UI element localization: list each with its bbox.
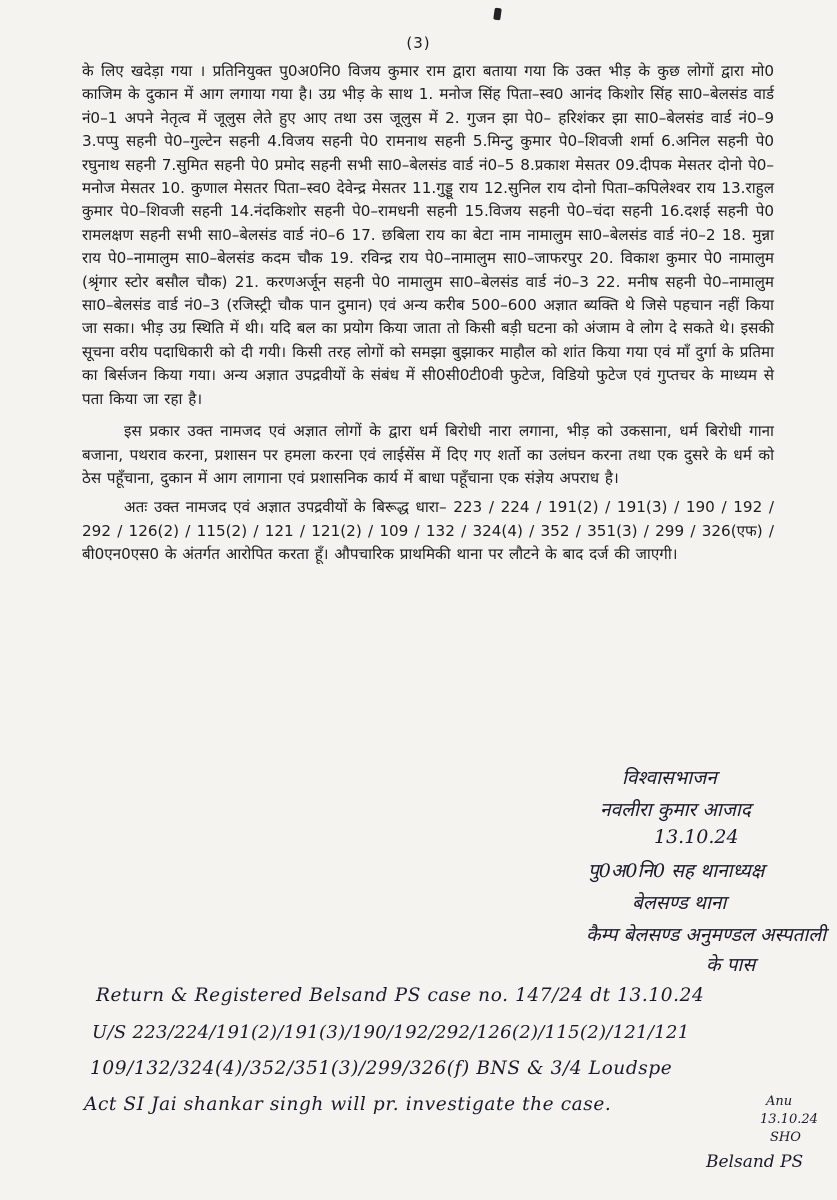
paragraph-incident: के लिए खदेड़ा गया । प्रतिनियुक्त पु0अ0नि0 विजय कुमार राम द्वारा बताया गया कि उक्त भीड़ के कुछ लोगों द्वारा मो0 काजिम के दुकान में आग लगाया गया है। उग्र भीड़ के साथ 1. मनोज सिंह पिता–स्व0 आनंद किशोर सिंह सा0–बेलसंड वार्ड नं0–1 अपने नेतृत्व में जूलुस लेते हुए आए तथा उस जूलुस में 2. गुजन झा पे0– हरिशंकर झा सा0–बेलसंड वार्ड नं0–9 3.पप्पु सहनी पे0–गुल्टेन सहनी 4.विजय सहनी पे0 रामनाथ सहनी 5.मिन्टु कुमार पे0–शिवजी शर्मा 6.अनिल सहनी पे0 रघुनाथ सहनी 7.सुमित सहनी पे0 प्रमोद सहनी सभी सा0–बेलसंड वार्ड नं0–5 8.प्रकाश मेसतर 09.दीपक मेसतर दोनो पे0–मनोज मेसतर 10. कुणाल मेसतर पिता–स्व0 देवेन्द्र मेसतर 11.गुड्डू राय 12.सुनिल राय दोनो पिता–कपिलेश्वर राय 13.राहुल कुमार पे0–शिवजी सहनी 14.नंदकिशोर सहनी पे0–रामधनी सहनी 15.विजय सहनी पे0–चंदा सहनी 16.दशई सहनी पे0 रामलक्षण सहनी सभी सा0–बेलसंड वार्ड नं0–6 17. छबिला राय का बेटा नाम नामालुम सा0–बेलसंड वार्ड नं0–2 18. मुन्ना राय पे0–नामालुम सा0–बेलसंड कदम चौक 19. रविन्द्र राय पे0–नामालुम सा0–जाफरपुर 20. विकाश कुमार पे0 नामालुम (श्रृंगार स्टोर बसौल चौक) 21. करणअर्जून सहनी पे0 नामालुम सा0–बेलसंड वार्ड नं0–3 22. मनीष सहनी पे0–नामालुम सा0–बेलसंड वार्ड नं0–3 (रजिस्ट्री चौक पान दुमान) एवं अन्य करीब 500–600 अज्ञात ब्यक्ति थे जिसे पहचान नहीं किया जा सका। भीड़ उग्र स्थिति में थी। यदि बल का प्रयोग किया जाता तो किसी बड़ी घटना को अंजाम वे लोग दे सकते थे। इसकी सूचना वरीय पदाधिकारी को दी गयी। किसी तरह लोगों को समझा बुझाकर माहौल को शांत किया गया एवं माँ दुर्गा के प्रतिमा का बिर्सजन किया गया। अन्य अज्ञात उपद्रवीयों के संबंध में सी0सी0टी0वी फुटेज, विडियो फुटेज एवं गुप्तचर के माध्यम से पता किया जा रहा है।	[82, 62, 774, 408]
scan-mark	[493, 8, 502, 21]
signature-station: बेलसण्ड थाना	[632, 892, 727, 914]
endorsement-line2: U/S 223/224/191(2)/191(3)/190/192/292/126(2)/115(2)/121/121	[92, 1022, 690, 1043]
report-body	[82, 60, 774, 567]
signature-date: 13.10.24	[654, 826, 739, 848]
paragraph-sections: अतः उक्त नामजद एवं अज्ञात उपद्रवीयों के बिरूद्ध धारा– 223 / 224 / 191(2) / 191(3) / 190 / 192 / 292 / 126(2) / 115(2) / 121 / 121(2) / 109 / 132 / 324(4) / 352 / 351(3) / 299 / 326(एफ) / बी0एन0एस0 के अंतर्गत आरोपित करता हूँ। औपचारिक प्राथमिकी थाना पर लौटने के बाद दर्ज की जाएगी।	[82, 498, 774, 564]
endorsement-line3: 109/132/324(4)/352/351(3)/299/326(f) BNS & 3/4 Loudspe	[90, 1058, 673, 1079]
endorsement-initials: Anu	[766, 1094, 793, 1109]
signature-designation: पु0अ0नि0 सह थानाध्यक्ष	[588, 860, 765, 882]
endorsement-line4: Act SI Jai shankar singh will pr. investigate the case.	[84, 1094, 612, 1115]
signature-camp-line1: कैम्प बेलसण्ड अनुमण्डल अस्पताली	[586, 924, 827, 946]
paragraph-offences: इस प्रकार उक्त नामजद एवं अज्ञात लोगों के द्वारा धर्म बिरोधी नारा लगाना, भीड़ को उकसाना, धर्म बिरोधी गाना बजाना, पथराव करना, प्रशासन पर हमला करना एवं लाईसेंस में दिए गए शर्तो का उलंघन करना तथा एक दुसरे के धर्म को ठेस पहूँचाना, दुकान में आग लागाना एवं प्रशासनिक कार्य में बाधा पहूँचाना एक संज्ञेय अपराध है।	[82, 422, 774, 487]
signature-closing: विश्वासभाजन	[622, 767, 717, 789]
signature-camp-line2: के पास	[706, 954, 756, 976]
endorsement-station: Belsand PS	[706, 1152, 804, 1172]
page-number: (3)	[406, 34, 431, 52]
signature-name: नवलीरा कुमार आजाद	[600, 799, 751, 821]
endorsement-designation: SHO	[770, 1130, 801, 1145]
endorsement-date: 13.10.24	[760, 1112, 818, 1127]
endorsement-line1: Return & Registered Belsand PS case no. 147/24 dt 13.10.24	[96, 985, 705, 1006]
